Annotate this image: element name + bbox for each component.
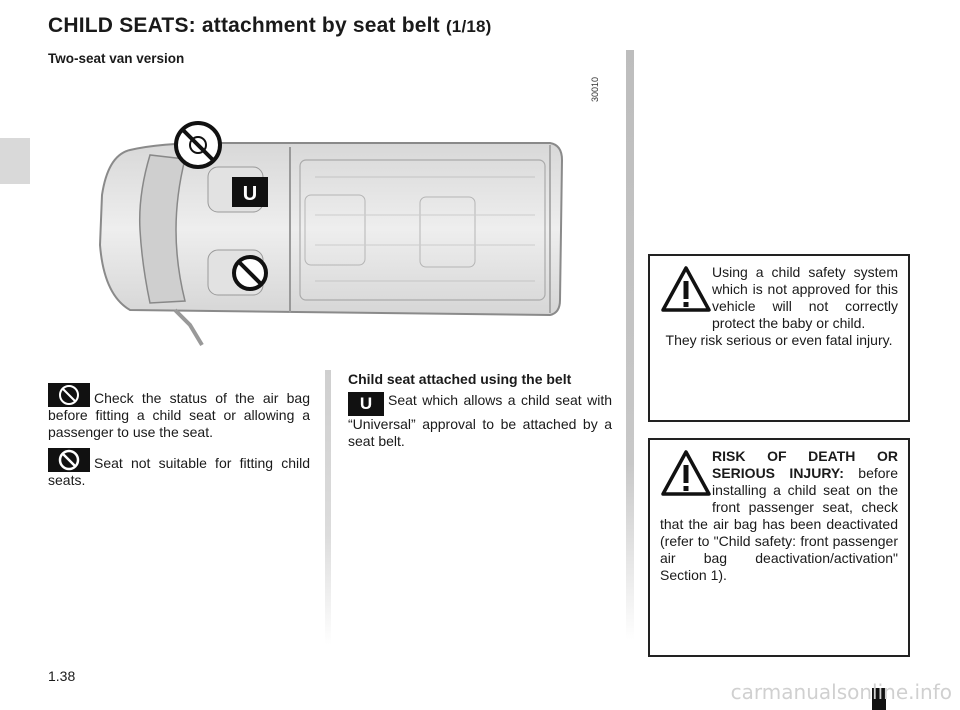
warning-triangle-icon <box>660 264 712 316</box>
legend-no-seat-text: Seat not suitable for fitting child seats. <box>48 455 310 488</box>
warning-approval-last: They risk serious or even fatal injury. <box>665 332 893 348</box>
watermark: carmanualsonline.info <box>730 680 952 704</box>
no-seat-marker <box>234 257 266 289</box>
warning-airbag-text: before installing a child seat on the front passenger seat, check that the air bag has been deactivated (refer to "Child safety: front passenger air bag deactivation/activation" Section 1). <box>660 465 898 583</box>
airbag-check-icon <box>48 383 90 407</box>
figure-code: 30010 <box>590 76 600 102</box>
page-number: 1.38 <box>48 668 76 684</box>
page-title-part: (1/18) <box>445 17 492 36</box>
page-title <box>48 14 492 38</box>
page-subtitle: Two-seat van version <box>48 51 185 66</box>
legend-universal <box>348 392 612 450</box>
legend-no-seat <box>48 448 310 489</box>
warning-box-approval <box>648 254 910 422</box>
van-top-view-illustration <box>90 105 570 350</box>
universal-u-icon <box>348 392 384 416</box>
page-title-text: CHILD SEATS: attachment by seat belt <box>48 14 440 37</box>
warning-approval-text: Using a child safety system which is not approved for this vehicle will not correctly protect the baby or child. <box>712 264 898 331</box>
seatbelt-heading: Child seat attached using the belt <box>348 371 572 387</box>
legend-airbag <box>48 383 310 441</box>
section-tab <box>0 138 30 184</box>
column-divider-middle <box>325 370 331 645</box>
legend-universal-text: Seat which allows a child seat with “Universal” approval to be attached by a seat belt. <box>348 392 612 449</box>
airbag-warning-marker <box>176 123 220 167</box>
warning-triangle-icon <box>660 448 712 500</box>
warning-box-airbag <box>648 438 910 657</box>
universal-badge-label: U <box>359 394 373 413</box>
column-divider-right <box>626 50 634 640</box>
universal-seat-marker-label: U <box>242 183 258 205</box>
warning-airbag-bold: RISK OF DEATH OR SERIOUS INJURY: <box>712 448 898 481</box>
no-seat-icon <box>48 448 90 472</box>
legend-airbag-text: Check the status of the air bag before fitting a child seat or allowing a passenger to use the seat. <box>48 390 310 440</box>
